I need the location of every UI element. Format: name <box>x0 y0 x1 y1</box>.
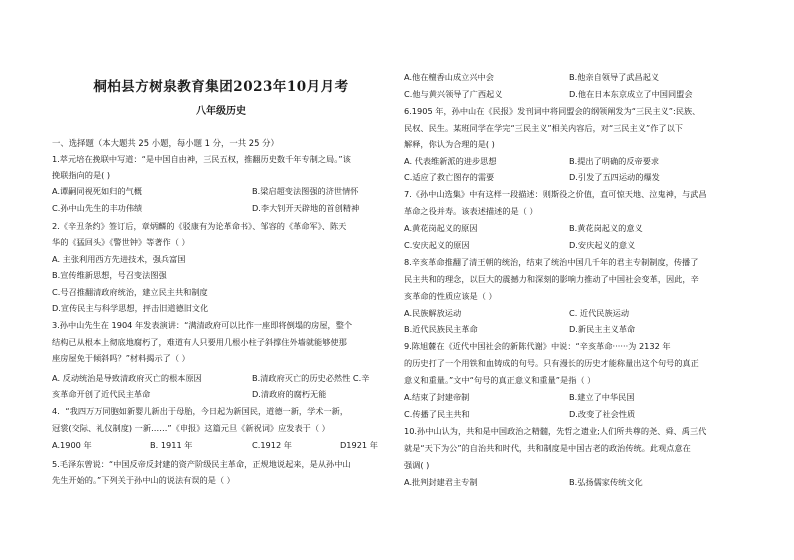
q4-option-a: A.1900 年 <box>52 440 92 450</box>
q8-option-c: C. 近代民族运动 <box>569 308 630 318</box>
q2-line: 2.《辛丑条约》签订后，章炳麟的《驳康有为论革命书》、邹容的《革命军》、陈天 <box>52 221 347 231</box>
q1-option-c: C.孙中山先生的丰功伟绩 <box>52 203 143 213</box>
q9-option-c: C.传播了民主共和 <box>404 409 470 419</box>
q7-option-a: A.黄花岗起义的原因 <box>404 223 478 233</box>
q3-option-a: A. 反动统治是导致清政府灭亡的根本原因 <box>52 373 202 383</box>
q5-option-a: A.他在檀香山成立兴中会 <box>404 72 494 82</box>
q5-option-c: C.他与黄兴领导了广西起义 <box>404 89 503 99</box>
q9-line: 的历史打了一个用铁和血铸成的句号。只有漫长的历史才能称量出这个句号的真正 <box>404 358 699 368</box>
q6-line: 6.1905 年，孙中山在《民报》发刊词中将同盟会的纲领阐发为“三民主义”:民族、 <box>404 106 701 116</box>
q9-line: 9.陈旭麓在《近代中国社会的新陈代谢》中说：“辛亥革命······为 2132 年 <box>404 341 671 351</box>
q9-line: 意义和重量。”文中“句号的真正意义和重量”是指（ ） <box>404 375 596 385</box>
q7-option-b: B.黄花岗起义的意义 <box>569 223 643 233</box>
q3-line: 座房屋免于倾斜吗？”材料揭示了（ ） <box>52 353 190 363</box>
q1-option-b: B.梁启超变法图强的济世情怀 <box>252 186 359 196</box>
q6-option-d: D.引发了五四运动的爆发 <box>569 172 660 182</box>
q9-option-b: B.建立了中华民国 <box>569 392 635 402</box>
q4-option-d: D1921 年 <box>340 440 378 450</box>
q9-option-d: D.改变了社会性质 <box>569 409 636 419</box>
q7-line: 7.《孙中山选集》中有这样一段描述：则斯役之价值，直可惊天地、泣鬼神，与武昌 <box>404 189 707 199</box>
q6-option-b: B.提出了明确的反帝要求 <box>569 156 660 166</box>
q1-option-d: D.李大钊开天辟地的首创精神 <box>252 203 360 213</box>
q1-line: 1.萃元培在挽联中写道：“是中国自由神，三民五权，推翻历史数千年专制之局。”该 <box>52 154 351 164</box>
q3-option-d: D.清政府的腐朽无能 <box>252 389 327 399</box>
q3-option-b: B.清政府灭亡的历史必然性 C.辛 <box>252 373 370 383</box>
q8-option-b: B.近代民族民主革命 <box>404 324 478 334</box>
q8-line: 8.辛亥革命推翻了清王朝的统治，结束了统治中国几千年的君主专制制度，传播了 <box>404 257 699 267</box>
q8-line: 民主共和的理念，以巨大的震撼力和深刻的影响力推动了中国社会变革，因此，辛 <box>404 274 699 284</box>
q3-option-c: 亥革命开创了近代民主革命 <box>52 389 151 399</box>
q3-line: 结构已从根本上彻底地腐朽了，难道有人只要用几根小柱子斜撑住外墙就能够使那 <box>52 337 347 347</box>
q1-option-a: A.谭嗣同视死如归的气概 <box>52 186 142 196</box>
q10-line: 就是“天下为公”的自治共和时代，共和制度是中国古老的政治传统。此观点意在 <box>404 443 691 453</box>
page-subtitle: 八年级历史 <box>196 106 246 117</box>
q5-option-b: B.他亲自领导了武昌起义 <box>569 72 660 82</box>
q6-line: 解释，你认为合理的是( ) <box>404 139 495 149</box>
q10-line: 10.孙中山认为，共和是中国政治之精髓，先哲之遗业;人们所共尊的尧、舜、禹三代 <box>404 426 707 436</box>
page-title: 桐柏县方树泉教育集团2023年10月月考 <box>93 79 349 95</box>
q4-line: 冠裳(交际、礼仪制度) 一新……”《申报》这篇元旦《新祝词》应发表于（ ） <box>52 423 330 433</box>
q7-line: 革命之役并寿。该表述描述的是（ ） <box>404 206 538 216</box>
q8-option-a: A.民族解放运动 <box>404 308 462 318</box>
q2-option-c: C.号召推翻清政府统治，建立民主共和制度 <box>52 287 208 297</box>
q2-option-b: B.宣传维新思想，号召变法图强 <box>52 270 167 280</box>
section-heading: 一、选择题（本大题共 25 小题，每小题 1 分，一共 25 分） <box>52 138 279 148</box>
q1-line: 挽联指向的是( ) <box>52 170 111 180</box>
q5-line: 5.毛泽东曾说：“中国反帝反封建的资产阶级民主革命，正规地说起来，是从孙中山 <box>52 459 351 469</box>
q4-option-b: B. 1911 年 <box>150 440 193 450</box>
q2-line: 华的《猛回头》《警世钟》等著作（ ） <box>52 237 190 247</box>
q7-option-d: D.安庆起义的意义 <box>569 240 636 250</box>
q8-option-d: D.新民主主义革命 <box>569 324 636 334</box>
q6-option-c: C.适应了救亡图存的需要 <box>404 172 495 182</box>
q4-option-c: C.1912 年 <box>252 440 292 450</box>
q9-option-a: A.结束了封建帝制 <box>404 392 470 402</box>
q2-option-d: D.宣传民主与科学思想，抨击旧道德旧文化 <box>52 303 209 313</box>
q3-line: 3.孙中山先生在 1904 年发表演讲：“满清政府可以比作一座即将倒塌的房屋，整个 <box>52 320 353 330</box>
q6-line: 民权、民生。某班同学在学完“三民主义”相关内容后，对“三民主义”作了以下 <box>404 123 683 133</box>
q10-option-b: B.弘扬儒家传统文化 <box>569 477 643 487</box>
q10-option-a: A.批判封建君主专制 <box>404 477 478 487</box>
q8-line: 亥革命的性质应该是（ ） <box>404 291 497 301</box>
q5-line: 先生开始的。”下列关于孙中山的说法有误的是（ ） <box>52 475 235 485</box>
q7-option-c: C.安庆起义的原因 <box>404 240 470 250</box>
q6-option-a: A. 代表维新派的进步思想 <box>404 156 497 166</box>
q2-option-a: A. 主张利用西方先进技术，强兵富国 <box>52 254 186 264</box>
q5-option-d: D.他在日本东京成立了中国同盟会 <box>569 89 693 99</box>
q4-line: 4．“我四万万同胞如新婴儿新出于母胎，今日起为新国民，道德一新，学术一新， <box>52 406 349 416</box>
q10-line: 强调( ) <box>404 460 430 470</box>
